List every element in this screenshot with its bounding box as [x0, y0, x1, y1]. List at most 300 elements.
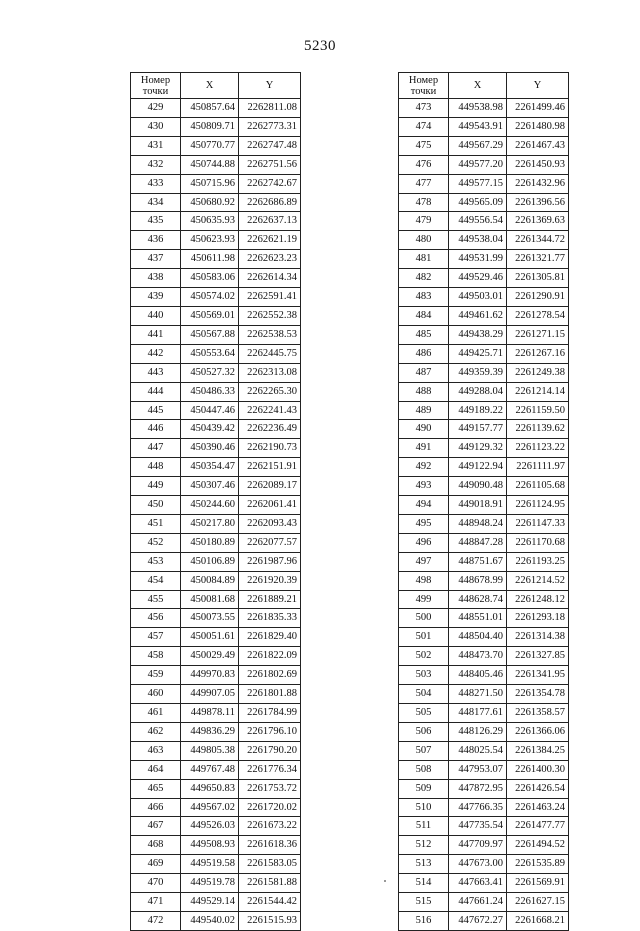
- x-coordinate-cell: 450439.42: [181, 420, 239, 439]
- y-coordinate-cell: 2261271.15: [507, 325, 569, 344]
- x-coordinate-cell: 450390.46: [181, 439, 239, 458]
- point-number-cell: 478: [399, 193, 449, 212]
- x-coordinate-cell: 447661.24: [449, 893, 507, 912]
- x-coordinate-cell: 450623.93: [181, 231, 239, 250]
- x-coordinate-cell: 449577.20: [449, 155, 507, 174]
- point-number-cell: 510: [399, 798, 449, 817]
- x-coordinate-cell: 449805.38: [181, 741, 239, 760]
- point-number-cell: 464: [131, 760, 181, 779]
- x-coordinate-cell: 447672.27: [449, 911, 507, 930]
- point-number-cell: 451: [131, 514, 181, 533]
- point-number-cell: 468: [131, 836, 181, 855]
- y-coordinate-cell: 2261618.36: [239, 836, 301, 855]
- point-number-cell: 447: [131, 439, 181, 458]
- table-row: [131, 231, 301, 250]
- table-row: [131, 496, 301, 515]
- x-coordinate-cell: 448271.50: [449, 685, 507, 704]
- table-row: [131, 779, 301, 798]
- y-coordinate-cell: 2261314.38: [507, 628, 569, 647]
- point-number-cell: 440: [131, 306, 181, 325]
- y-coordinate-cell: 2261290.91: [507, 288, 569, 307]
- table-row: [399, 552, 569, 571]
- point-number-cell: 435: [131, 212, 181, 231]
- y-coordinate-cell: 2261384.25: [507, 741, 569, 760]
- y-coordinate-cell: 2261214.14: [507, 382, 569, 401]
- y-coordinate-cell: 2261396.56: [507, 193, 569, 212]
- point-number-cell: 506: [399, 722, 449, 741]
- x-coordinate-cell: 449540.02: [181, 911, 239, 930]
- y-coordinate-cell: 2261123.22: [507, 439, 569, 458]
- header-y: Y: [239, 73, 301, 99]
- table-row: [399, 893, 569, 912]
- y-coordinate-cell: 2262236.49: [239, 420, 301, 439]
- x-coordinate-cell: 449508.93: [181, 836, 239, 855]
- x-coordinate-cell: 450354.47: [181, 458, 239, 477]
- table-row: [399, 269, 569, 288]
- x-coordinate-cell: 449650.83: [181, 779, 239, 798]
- table-row: [131, 666, 301, 685]
- point-number-cell: 459: [131, 666, 181, 685]
- y-coordinate-cell: 2262614.34: [239, 269, 301, 288]
- point-number-cell: 443: [131, 363, 181, 382]
- point-number-cell: 497: [399, 552, 449, 571]
- scan-speck: [384, 880, 386, 882]
- table-row: [399, 344, 569, 363]
- x-coordinate-cell: 449878.11: [181, 704, 239, 723]
- point-number-cell: 466: [131, 798, 181, 817]
- x-coordinate-cell: 450073.55: [181, 609, 239, 628]
- point-number-cell: 457: [131, 628, 181, 647]
- x-coordinate-cell: 450106.89: [181, 552, 239, 571]
- y-coordinate-cell: 2261480.98: [507, 117, 569, 136]
- table-row: [399, 136, 569, 155]
- table-row: [131, 477, 301, 496]
- x-coordinate-cell: 449189.22: [449, 401, 507, 420]
- y-coordinate-cell: 2262061.41: [239, 496, 301, 515]
- table-row: [131, 363, 301, 382]
- y-coordinate-cell: 2262313.08: [239, 363, 301, 382]
- y-coordinate-cell: 2262089.17: [239, 477, 301, 496]
- table-row: [399, 382, 569, 401]
- table-row: [131, 288, 301, 307]
- point-number-cell: 511: [399, 817, 449, 836]
- y-coordinate-cell: 2262751.56: [239, 155, 301, 174]
- y-coordinate-cell: 2261467.43: [507, 136, 569, 155]
- y-coordinate-cell: 2262077.57: [239, 533, 301, 552]
- y-coordinate-cell: 2262747.48: [239, 136, 301, 155]
- y-coordinate-cell: 2261822.09: [239, 647, 301, 666]
- point-number-cell: 487: [399, 363, 449, 382]
- x-coordinate-cell: 449538.98: [449, 99, 507, 118]
- y-coordinate-cell: 2261829.40: [239, 628, 301, 647]
- x-coordinate-cell: 449526.03: [181, 817, 239, 836]
- table-row: [131, 760, 301, 779]
- table-row: [399, 722, 569, 741]
- table-row: [399, 571, 569, 590]
- x-coordinate-cell: 448504.40: [449, 628, 507, 647]
- table-row: [131, 401, 301, 420]
- table-row: [399, 117, 569, 136]
- x-coordinate-cell: 450553.64: [181, 344, 239, 363]
- point-number-cell: 499: [399, 590, 449, 609]
- y-coordinate-cell: 2261889.21: [239, 590, 301, 609]
- x-coordinate-cell: 449907.05: [181, 685, 239, 704]
- point-number-cell: 502: [399, 647, 449, 666]
- y-coordinate-cell: 2261278.54: [507, 306, 569, 325]
- x-coordinate-cell: 447872.95: [449, 779, 507, 798]
- table-row: [399, 496, 569, 515]
- point-number-cell: 482: [399, 269, 449, 288]
- table-row: [399, 647, 569, 666]
- y-coordinate-cell: 2261494.52: [507, 836, 569, 855]
- table-row: [131, 685, 301, 704]
- x-coordinate-cell: 450244.60: [181, 496, 239, 515]
- point-number-cell: 450: [131, 496, 181, 515]
- table-row: [131, 893, 301, 912]
- x-coordinate-cell: 450857.64: [181, 99, 239, 118]
- table-row: [131, 817, 301, 836]
- table-row: [131, 722, 301, 741]
- coordinates-table-right: [398, 72, 569, 931]
- table-row: [399, 174, 569, 193]
- y-coordinate-cell: 2262093.43: [239, 514, 301, 533]
- x-coordinate-cell: 449543.91: [449, 117, 507, 136]
- point-number-cell: 438: [131, 269, 181, 288]
- point-number-cell: 492: [399, 458, 449, 477]
- y-coordinate-cell: 2261400.30: [507, 760, 569, 779]
- x-coordinate-cell: 448551.01: [449, 609, 507, 628]
- table-row: [399, 231, 569, 250]
- table-row: [399, 817, 569, 836]
- table-row: [399, 420, 569, 439]
- table-row: [131, 250, 301, 269]
- y-coordinate-cell: 2261341.95: [507, 666, 569, 685]
- table-row: [131, 741, 301, 760]
- point-number-cell: 436: [131, 231, 181, 250]
- x-coordinate-cell: 447735.54: [449, 817, 507, 836]
- y-coordinate-cell: 2261720.02: [239, 798, 301, 817]
- table-row: [131, 306, 301, 325]
- table-row: [399, 288, 569, 307]
- coordinates-table-left: [130, 72, 301, 931]
- y-coordinate-cell: 2261354.78: [507, 685, 569, 704]
- point-number-cell: 453: [131, 552, 181, 571]
- y-coordinate-cell: 2262637.13: [239, 212, 301, 231]
- point-number-cell: 454: [131, 571, 181, 590]
- y-coordinate-cell: 2261544.42: [239, 893, 301, 912]
- x-coordinate-cell: 448948.24: [449, 514, 507, 533]
- table-row: [131, 647, 301, 666]
- point-number-cell: 460: [131, 685, 181, 704]
- table-row: [131, 609, 301, 628]
- table-row: [131, 136, 301, 155]
- y-coordinate-cell: 2261358.57: [507, 704, 569, 723]
- y-coordinate-cell: 2261784.99: [239, 704, 301, 723]
- table-row: [399, 363, 569, 382]
- table-row: [399, 779, 569, 798]
- y-coordinate-cell: 2261321.77: [507, 250, 569, 269]
- x-coordinate-cell: 447673.00: [449, 855, 507, 874]
- y-coordinate-cell: 2262552.38: [239, 306, 301, 325]
- table-row: [131, 193, 301, 212]
- x-coordinate-cell: 449157.77: [449, 420, 507, 439]
- y-coordinate-cell: 2262623.23: [239, 250, 301, 269]
- x-coordinate-cell: 450217.80: [181, 514, 239, 533]
- point-number-cell: 509: [399, 779, 449, 798]
- x-coordinate-cell: 450029.49: [181, 647, 239, 666]
- y-coordinate-cell: 2261499.46: [507, 99, 569, 118]
- point-number-cell: 470: [131, 874, 181, 893]
- y-coordinate-cell: 2261432.96: [507, 174, 569, 193]
- y-coordinate-cell: 2261327.85: [507, 647, 569, 666]
- table-row: [399, 911, 569, 930]
- table-row: [131, 155, 301, 174]
- x-coordinate-cell: 449122.94: [449, 458, 507, 477]
- x-coordinate-cell: 449503.01: [449, 288, 507, 307]
- header-point-number: Номер точки: [131, 73, 181, 99]
- table-row: [399, 99, 569, 118]
- x-coordinate-cell: 447953.07: [449, 760, 507, 779]
- point-number-cell: 483: [399, 288, 449, 307]
- x-coordinate-cell: 449018.91: [449, 496, 507, 515]
- point-number-cell: 462: [131, 722, 181, 741]
- point-number-cell: 481: [399, 250, 449, 269]
- header-x: X: [181, 73, 239, 99]
- table-row: [131, 99, 301, 118]
- point-number-cell: 500: [399, 609, 449, 628]
- table-row: [399, 798, 569, 817]
- y-coordinate-cell: 2261463.24: [507, 798, 569, 817]
- y-coordinate-cell: 2261776.34: [239, 760, 301, 779]
- table-row: [399, 155, 569, 174]
- table-row: [399, 477, 569, 496]
- point-number-cell: 476: [399, 155, 449, 174]
- table-row: [399, 401, 569, 420]
- point-number-cell: 456: [131, 609, 181, 628]
- table-row: [399, 193, 569, 212]
- point-number-cell: 494: [399, 496, 449, 515]
- y-coordinate-cell: 2262151.91: [239, 458, 301, 477]
- table-row: [399, 855, 569, 874]
- point-number-cell: 473: [399, 99, 449, 118]
- y-coordinate-cell: 2261801.88: [239, 685, 301, 704]
- y-coordinate-cell: 2261147.33: [507, 514, 569, 533]
- x-coordinate-cell: 450527.32: [181, 363, 239, 382]
- table-row: [131, 420, 301, 439]
- x-coordinate-cell: 449090.48: [449, 477, 507, 496]
- x-coordinate-cell: 449567.02: [181, 798, 239, 817]
- point-number-cell: 445: [131, 401, 181, 420]
- point-number-cell: 493: [399, 477, 449, 496]
- y-coordinate-cell: 2262686.89: [239, 193, 301, 212]
- table-row: [131, 590, 301, 609]
- point-number-cell: 441: [131, 325, 181, 344]
- x-coordinate-cell: 449519.58: [181, 855, 239, 874]
- table-row: [399, 874, 569, 893]
- point-number-cell: 444: [131, 382, 181, 401]
- table-row: [131, 798, 301, 817]
- point-number-cell: 433: [131, 174, 181, 193]
- y-coordinate-cell: 2261796.10: [239, 722, 301, 741]
- point-number-cell: 501: [399, 628, 449, 647]
- x-coordinate-cell: 448751.67: [449, 552, 507, 571]
- point-number-cell: 446: [131, 420, 181, 439]
- table-row: [399, 439, 569, 458]
- y-coordinate-cell: 2262265.30: [239, 382, 301, 401]
- y-coordinate-cell: 2261790.20: [239, 741, 301, 760]
- x-coordinate-cell: 450574.02: [181, 288, 239, 307]
- point-number-cell: 475: [399, 136, 449, 155]
- y-coordinate-cell: 2261753.72: [239, 779, 301, 798]
- point-number-cell: 465: [131, 779, 181, 798]
- point-number-cell: 485: [399, 325, 449, 344]
- point-number-cell: 504: [399, 685, 449, 704]
- table-header-row: [399, 73, 569, 99]
- x-coordinate-cell: 448847.28: [449, 533, 507, 552]
- table-header-row: [131, 73, 301, 99]
- x-coordinate-cell: 449567.29: [449, 136, 507, 155]
- table-row: [131, 382, 301, 401]
- x-coordinate-cell: 450744.88: [181, 155, 239, 174]
- table-row: [131, 212, 301, 231]
- point-number-cell: 429: [131, 99, 181, 118]
- table-row: [399, 250, 569, 269]
- y-coordinate-cell: 2261248.12: [507, 590, 569, 609]
- point-number-cell: 472: [131, 911, 181, 930]
- x-coordinate-cell: 450583.06: [181, 269, 239, 288]
- x-coordinate-cell: 449836.29: [181, 722, 239, 741]
- x-coordinate-cell: 448126.29: [449, 722, 507, 741]
- x-coordinate-cell: 450081.68: [181, 590, 239, 609]
- point-number-cell: 486: [399, 344, 449, 363]
- y-coordinate-cell: 2261305.81: [507, 269, 569, 288]
- y-coordinate-cell: 2261214.52: [507, 571, 569, 590]
- point-number-cell: 437: [131, 250, 181, 269]
- point-number-cell: 448: [131, 458, 181, 477]
- x-coordinate-cell: 449565.09: [449, 193, 507, 212]
- x-coordinate-cell: 449425.71: [449, 344, 507, 363]
- x-coordinate-cell: 450447.46: [181, 401, 239, 420]
- x-coordinate-cell: 449359.39: [449, 363, 507, 382]
- point-number-cell: 480: [399, 231, 449, 250]
- y-coordinate-cell: 2261159.50: [507, 401, 569, 420]
- point-number-cell: 516: [399, 911, 449, 930]
- x-coordinate-cell: 449529.46: [449, 269, 507, 288]
- x-coordinate-cell: 449461.62: [449, 306, 507, 325]
- table-row: [399, 533, 569, 552]
- table-row: [131, 514, 301, 533]
- point-number-cell: 498: [399, 571, 449, 590]
- point-number-cell: 432: [131, 155, 181, 174]
- y-coordinate-cell: 2261569.91: [507, 874, 569, 893]
- y-coordinate-cell: 2261987.96: [239, 552, 301, 571]
- x-coordinate-cell: 448628.74: [449, 590, 507, 609]
- table-row: [131, 174, 301, 193]
- y-coordinate-cell: 2261583.05: [239, 855, 301, 874]
- y-coordinate-cell: 2262811.08: [239, 99, 301, 118]
- point-number-cell: 463: [131, 741, 181, 760]
- point-number-cell: 489: [399, 401, 449, 420]
- header-point-number: Номер точки: [399, 73, 449, 99]
- point-number-cell: 505: [399, 704, 449, 723]
- table-row: [399, 609, 569, 628]
- point-number-cell: 431: [131, 136, 181, 155]
- x-coordinate-cell: 449577.15: [449, 174, 507, 193]
- table-row: [399, 628, 569, 647]
- x-coordinate-cell: 450180.89: [181, 533, 239, 552]
- y-coordinate-cell: 2261627.15: [507, 893, 569, 912]
- point-number-cell: 496: [399, 533, 449, 552]
- point-number-cell: 455: [131, 590, 181, 609]
- y-coordinate-cell: 2261369.63: [507, 212, 569, 231]
- table-row: [131, 533, 301, 552]
- table-row: [131, 911, 301, 930]
- point-number-cell: 507: [399, 741, 449, 760]
- y-coordinate-cell: 2261535.89: [507, 855, 569, 874]
- point-number-cell: 491: [399, 439, 449, 458]
- y-coordinate-cell: 2261515.93: [239, 911, 301, 930]
- x-coordinate-cell: 450611.98: [181, 250, 239, 269]
- table-row: [399, 514, 569, 533]
- table-row: [399, 836, 569, 855]
- x-coordinate-cell: 450569.01: [181, 306, 239, 325]
- table-row: [399, 325, 569, 344]
- point-number-cell: 469: [131, 855, 181, 874]
- point-number-cell: 471: [131, 893, 181, 912]
- y-coordinate-cell: 2261111.97: [507, 458, 569, 477]
- y-coordinate-cell: 2261450.93: [507, 155, 569, 174]
- y-coordinate-cell: 2261139.62: [507, 420, 569, 439]
- y-coordinate-cell: 2261344.72: [507, 231, 569, 250]
- table-row: [131, 571, 301, 590]
- table-row: [131, 704, 301, 723]
- point-number-cell: 503: [399, 666, 449, 685]
- point-number-cell: 488: [399, 382, 449, 401]
- table-row: [131, 855, 301, 874]
- table-row: [131, 269, 301, 288]
- x-coordinate-cell: 450051.61: [181, 628, 239, 647]
- table-row: [131, 874, 301, 893]
- point-number-cell: 495: [399, 514, 449, 533]
- y-coordinate-cell: 2261581.88: [239, 874, 301, 893]
- header-x: X: [449, 73, 507, 99]
- table-row: [131, 628, 301, 647]
- x-coordinate-cell: 448405.46: [449, 666, 507, 685]
- table-row: [131, 344, 301, 363]
- x-coordinate-cell: 449438.29: [449, 325, 507, 344]
- y-coordinate-cell: 2261293.18: [507, 609, 569, 628]
- point-number-cell: 508: [399, 760, 449, 779]
- table-row: [399, 760, 569, 779]
- y-coordinate-cell: 2261835.33: [239, 609, 301, 628]
- x-coordinate-cell: 450680.92: [181, 193, 239, 212]
- table-row: [399, 685, 569, 704]
- x-coordinate-cell: 450635.93: [181, 212, 239, 231]
- table-row: [399, 458, 569, 477]
- y-coordinate-cell: 2261477.77: [507, 817, 569, 836]
- x-coordinate-cell: 449529.14: [181, 893, 239, 912]
- x-coordinate-cell: 449767.48: [181, 760, 239, 779]
- y-coordinate-cell: 2261426.54: [507, 779, 569, 798]
- point-number-cell: 434: [131, 193, 181, 212]
- y-coordinate-cell: 2261193.25: [507, 552, 569, 571]
- x-coordinate-cell: 450084.89: [181, 571, 239, 590]
- point-number-cell: 513: [399, 855, 449, 874]
- point-number-cell: 474: [399, 117, 449, 136]
- point-number-cell: 461: [131, 704, 181, 723]
- x-coordinate-cell: 449288.04: [449, 382, 507, 401]
- point-number-cell: 452: [131, 533, 181, 552]
